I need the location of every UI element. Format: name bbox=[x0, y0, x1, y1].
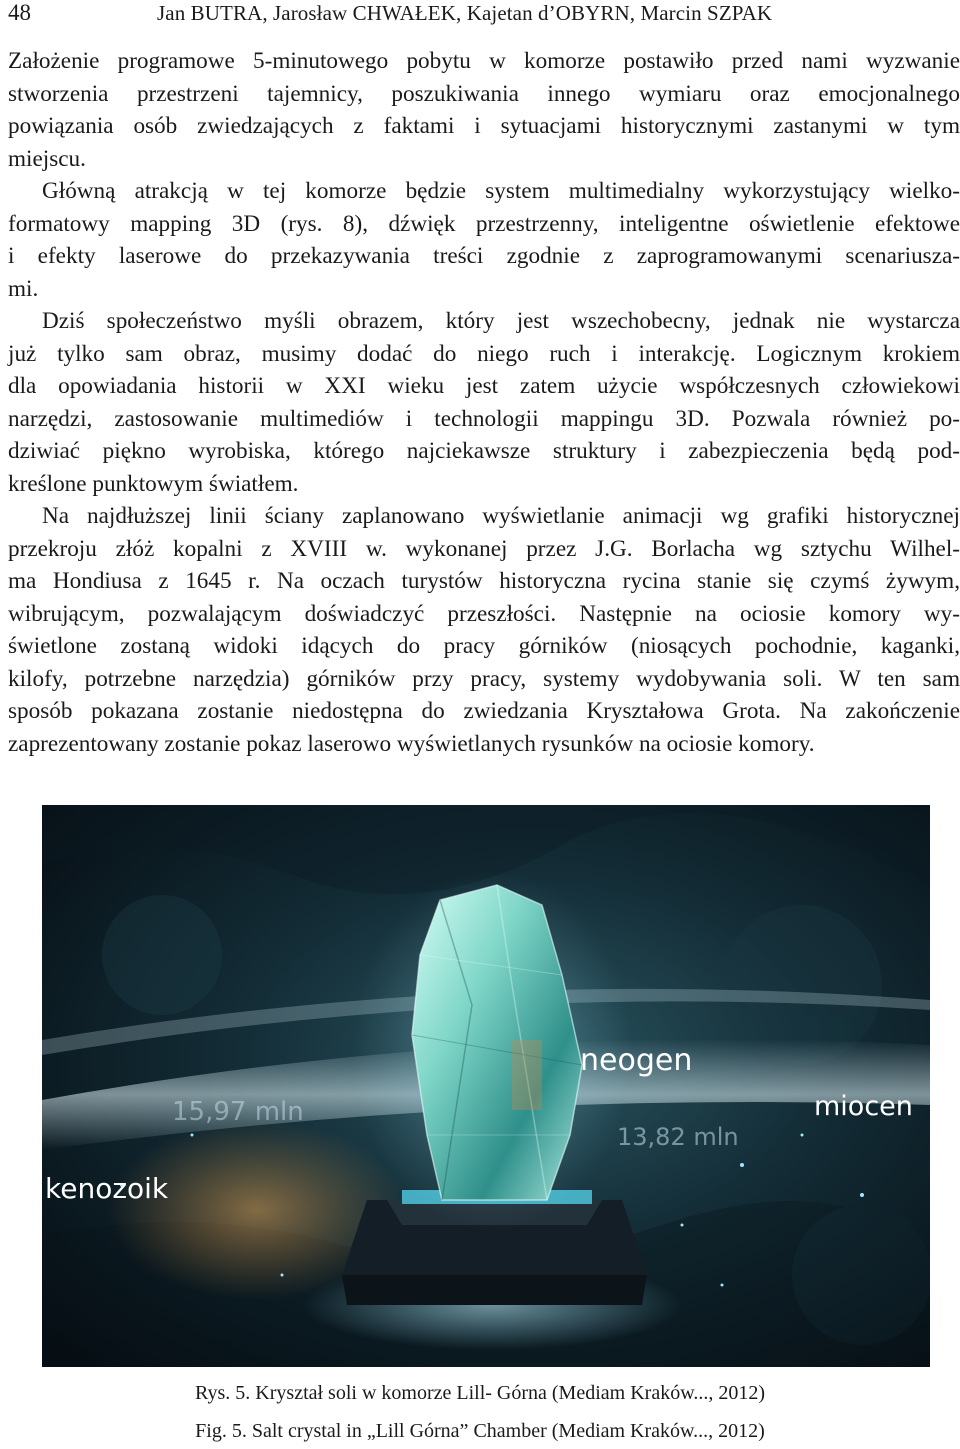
salt-crystal-figure bbox=[42, 805, 930, 1367]
text-line: Założenie programowe 5-minutowego pobytu w komorze postawiło przed nami wyzwanie bbox=[8, 48, 960, 74]
page-header bbox=[0, 0, 960, 30]
text-line: świetlone zostaną widoki idących do pracy górników (niosących pochodnie, kaganki, bbox=[8, 633, 960, 659]
text-line: kreślone punktowym światłem. bbox=[8, 470, 299, 497]
label-neogen: neogen bbox=[580, 1043, 693, 1078]
text-line: stworzenia przestrzeni tajemnicy, poszukiwania innego wymiaru oraz emocjonalnego bbox=[8, 80, 960, 107]
text-line: miejscu. bbox=[8, 145, 86, 172]
text-line: i efekty laserowe do przekazywania treści zgodnie z zaprogramowanymi scenariusza- bbox=[8, 243, 960, 269]
figure-caption-english: Fig. 5. Salt crystal in „Lill Górna” Chamber (Mediam Kraków..., 2012) bbox=[195, 1420, 765, 1442]
text-line: dla opowiadania historii w XXI wieku jest zatem użycie współczesnych człowiekowi bbox=[8, 373, 960, 399]
text-line: zaprezentowany zostanie pokaz laserowo wyświetlanych rysunków na ociosie komory. bbox=[8, 730, 815, 757]
label-miocen: miocen bbox=[814, 1091, 913, 1122]
label-kenozoik: kenozoik bbox=[45, 1172, 169, 1205]
text-line: Na najdłuższej linii ściany zaplanowano wyświetlanie animacji wg grafiki historycznej bbox=[42, 503, 960, 529]
body-text bbox=[8, 45, 960, 760]
text-line: powiązania osób zwiedzających z faktami i sytuacjami historycznymi zastanymi w tym bbox=[8, 113, 960, 139]
figure-illustration bbox=[42, 805, 930, 1367]
text-line: kilofy, potrzebne narzędzia) górników przy pracy, systemy wydobywania soli. W ten sam bbox=[8, 665, 960, 692]
text-line: wibrującym, pozwalającym doświadczyć przeszłości. Następnie na ociosie komory wy- bbox=[8, 600, 960, 627]
label-value-left: 15,97 mln bbox=[172, 1097, 304, 1127]
text-line: Dziś społeczeństwo myśli obrazem, który jest wszechobecny, jednak nie wystarcza bbox=[42, 308, 960, 334]
running-head-authors: Jan BUTRA, Jarosław CHWAŁEK, Kajetan d’OBYRN, Marcin SZPAK bbox=[157, 1, 773, 25]
text-line: już tylko sam obraz, musimy dodać do niego ruch i interakcję. Logicznym krokiem bbox=[8, 340, 960, 367]
text-line: przekroju złóż kopalni z XVIII w. wykonanej przez J.G. Borlacha wg sztychu Wilhel- bbox=[8, 535, 960, 562]
text-line: sposób pokazana zostanie niedostępna do zwiedzania Kryształowa Grota. Na zakończenie bbox=[8, 698, 960, 724]
text-line: dziwiać piękno wyrobiska, którego najciekawsze struktury i zabezpieczenia będą pod- bbox=[8, 438, 960, 464]
figure-caption-polish: Rys. 5. Kryształ soli w komorze Lill- Górna (Mediam Kraków..., 2012) bbox=[194, 1382, 765, 1404]
text-line: narzędzi, zastosowanie multimediów i technologii mappingu 3D. Pozwala również po- bbox=[8, 405, 960, 432]
text-line: formatowy mapping 3D (rys. 8), dźwięk przestrzenny, inteligentne oświetlenie efektowe bbox=[8, 210, 960, 237]
page-number: 48 bbox=[8, 0, 31, 25]
label-value-right: 13,82 mln bbox=[617, 1123, 739, 1151]
text-line: Główną atrakcją w tej komorze będzie system multimedialny wykorzystujący wielko- bbox=[42, 178, 960, 204]
text-line: ma Hondiusa z 1645 r. Na oczach turystów historyczna rycina stanie się czymś żywym, bbox=[8, 568, 960, 594]
text-line: mi. bbox=[8, 275, 39, 302]
